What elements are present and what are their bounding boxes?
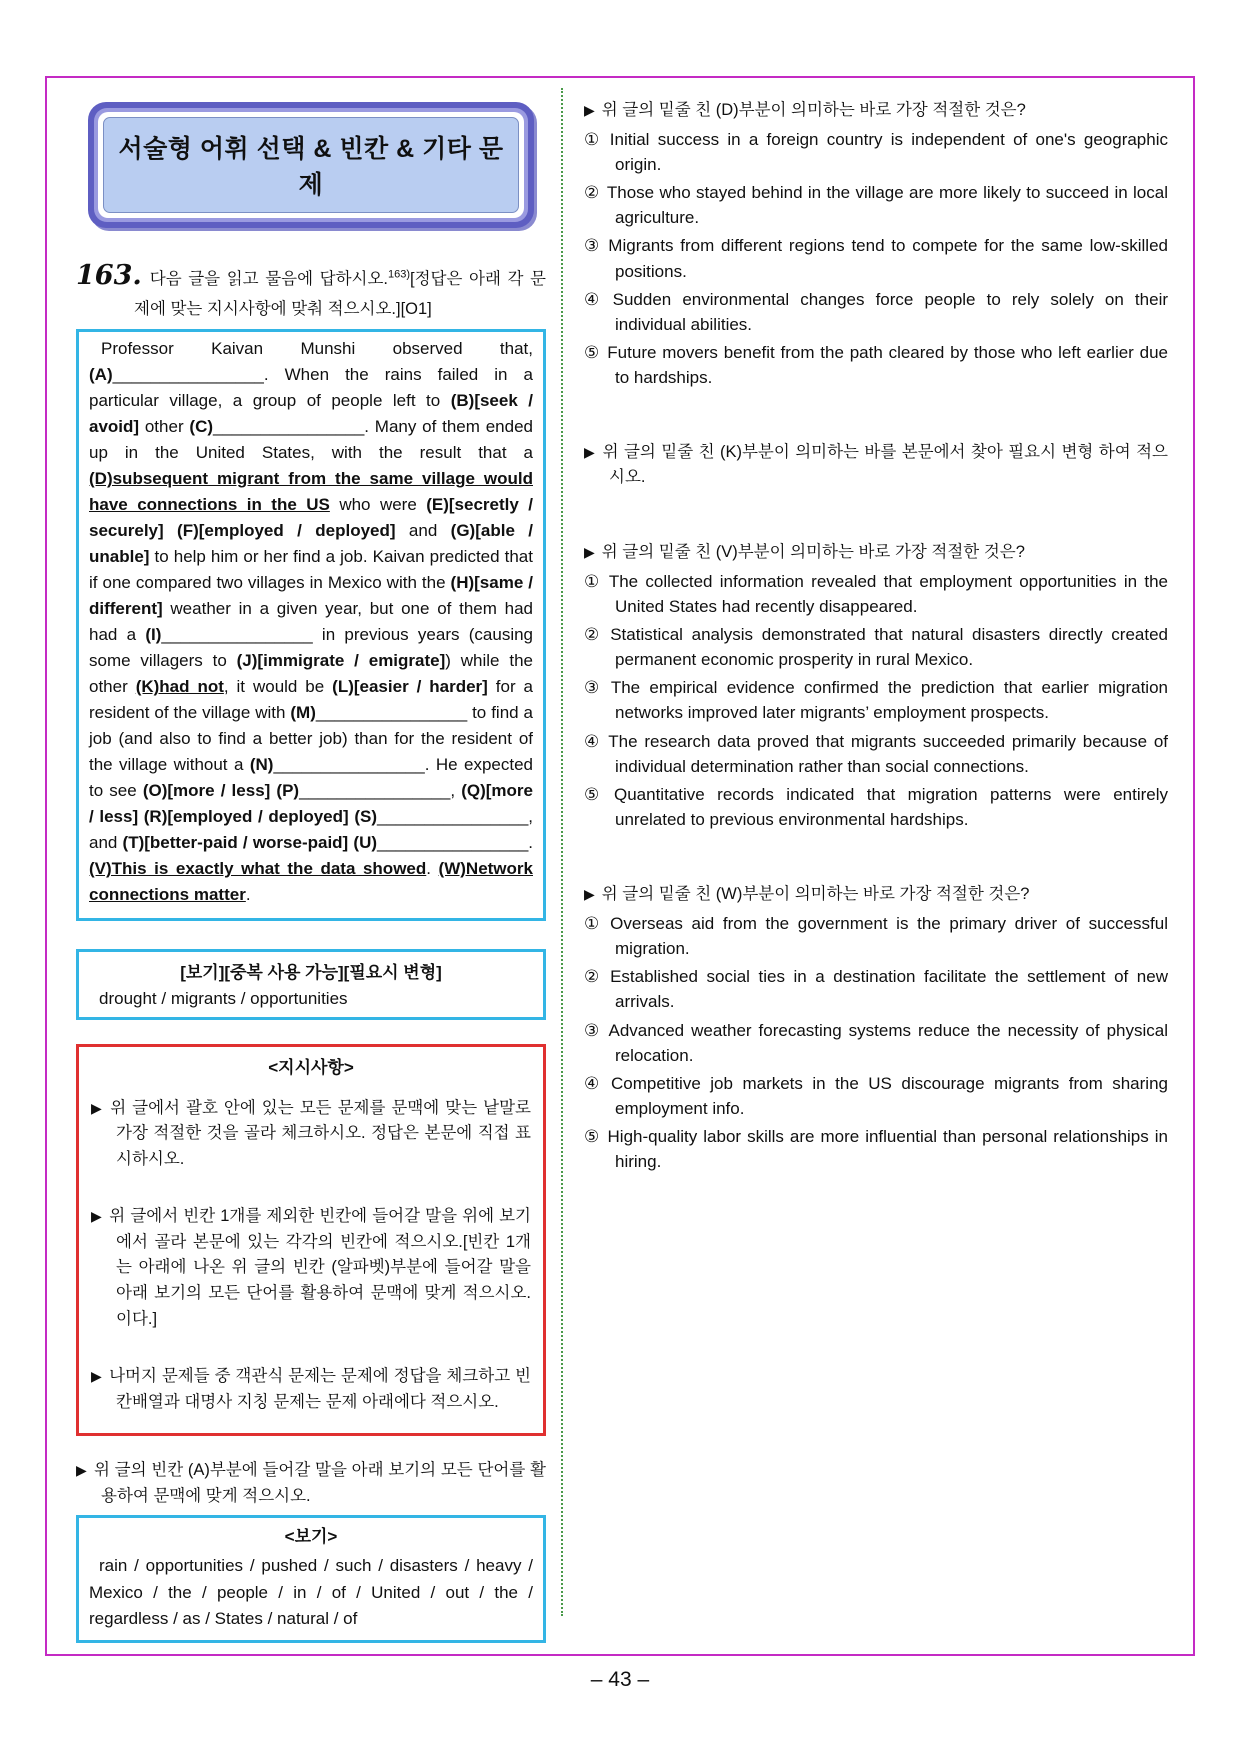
- passage-segment: to help him or her find a job. Kaivan predicted that if one compared two villages in Mexico with the: [89, 547, 533, 593]
- directions-list: [91, 1096, 531, 1416]
- option-number-icon: ②: [584, 624, 604, 644]
- passage-segment: (W)Network connections matter: [89, 859, 533, 905]
- passage-segment: (L)[easier / harder]: [332, 677, 488, 697]
- passage-segment: ________________.: [377, 833, 534, 853]
- passage-segment: (T)[better-paid / worse-paid]: [122, 833, 354, 853]
- question-v-prompt: [584, 540, 1168, 565]
- question-block-w: [584, 882, 1168, 1174]
- question-header: [76, 256, 546, 321]
- question-v-prompt-text: 위 글의 밑줄 친 (V)부분이 의미하는 바로 가장 적절한 것은?: [601, 542, 1025, 561]
- option-number-icon: ③: [584, 236, 602, 256]
- passage-segment: .: [426, 859, 439, 879]
- passage-segment: , it would be: [223, 677, 333, 697]
- passage-segment: ________________. When the rains failed in a particular village, a group of people left to: [89, 365, 533, 411]
- triangle-bullet-icon: ▶: [584, 102, 595, 118]
- question-v-options: [584, 569, 1168, 833]
- triangle-bullet-icon: ▶: [91, 1208, 103, 1225]
- passage-segment: (I): [145, 625, 162, 645]
- passage-segment: (E)[secretly / securely]: [89, 495, 533, 541]
- passage-segment: (F)[employed / deployed]: [177, 521, 396, 541]
- triangle-bullet-icon: ▶: [584, 444, 596, 461]
- passage-segment: and: [395, 521, 451, 541]
- question-block-v: [584, 540, 1168, 832]
- right-column: [584, 98, 1168, 1224]
- triangle-bullet-icon: ▶: [584, 886, 595, 903]
- option-number-icon: ①: [584, 913, 604, 933]
- option-text: Advanced weather forecasting systems reduce the necessity of physical relocation.: [608, 1020, 1168, 1065]
- passage-segment: (U): [353, 833, 378, 853]
- passage-segment: ) while the other: [89, 651, 533, 697]
- option-text: Migrants from different regions tend to compete for the same low-skilled positions.: [608, 236, 1168, 281]
- question-k-prompt: [584, 440, 1168, 490]
- word-bank-1: [76, 949, 546, 1020]
- column-divider: [561, 88, 563, 1616]
- option-item: [584, 729, 1168, 779]
- instruction-blank-a-text: 위 글의 빈칸 (A)부분에 들어갈 말을 아래 보기의 모든 단어를 활용하여 문맥에 맞게 적으시오.: [93, 1461, 546, 1505]
- direction-item-text: 나머지 문제들 중 객관식 문제는 문제에 정답을 체크하고 빈칸배열과 대명사 지칭 문제는 문제 아래에다 적으시오.: [109, 1367, 531, 1411]
- passage-segment: .: [245, 885, 251, 905]
- option-number-icon: ②: [584, 967, 604, 987]
- option-item: [584, 1124, 1168, 1174]
- option-item: [584, 622, 1168, 672]
- passage-segment: who were: [329, 495, 427, 515]
- option-item: [584, 287, 1168, 337]
- passage-segment: (D)subsequent migrant from the same village would have connections in the US: [89, 469, 533, 515]
- passage-segment: ________________,: [299, 781, 462, 801]
- option-text: Those who stayed behind in the village are more likely to succeed in local agriculture.: [606, 183, 1168, 228]
- question-d-prompt-text: 위 글의 밑줄 친 (D)부분이 의미하는 바로 가장 적절한 것은?: [601, 101, 1026, 119]
- option-text: Competitive job markets in the US discourage migrants from sharing employment info.: [611, 1073, 1168, 1118]
- option-text: The empirical evidence confirmed the prediction that earlier migration networks improved later migrants’ employment prospects.: [610, 678, 1168, 723]
- word-bank-2: [76, 1515, 546, 1643]
- word-bank-1-words: drought / migrants / opportunities: [99, 989, 348, 1009]
- option-number-icon: ⑤: [584, 343, 601, 362]
- option-text: Future movers benefit from the path cleared by those who left earlier due to hardships.: [607, 343, 1168, 388]
- word-bank-2-header: <보기>: [284, 1527, 338, 1547]
- section-title: 서술형 어휘 선택 & 빈칸 & 기타 문제: [103, 117, 519, 213]
- option-number-icon: ③: [584, 678, 604, 698]
- directions-box: [76, 1044, 546, 1436]
- option-text: High-quality labor skills are more influential than personal relationships in hiring.: [607, 1127, 1168, 1172]
- passage-segment: (Q)[more / less]: [89, 781, 533, 827]
- option-number-icon: ④: [584, 731, 602, 751]
- passage-segment: (P): [276, 781, 300, 801]
- instruction-blank-a: [76, 1458, 546, 1509]
- passage-segment: (H)[same / different]: [89, 573, 534, 619]
- passage-segment: (J)[immigrate / emigrate]: [236, 651, 446, 671]
- option-number-icon: ②: [584, 183, 600, 203]
- word-bank-1-header: [보기][중복 사용 가능][필요시 변형]: [180, 963, 442, 983]
- question-d-prompt: [584, 98, 1168, 123]
- passage-segment: ________________. He expected to see: [89, 755, 533, 801]
- direction-item: [91, 1096, 531, 1173]
- directions-title: <지시사항>: [268, 1058, 354, 1078]
- title-banner-ring-white: [98, 112, 524, 218]
- passage-segment: (A): [89, 365, 113, 385]
- option-number-icon: ⑤: [584, 784, 607, 804]
- option-text: Sudden environmental changes force people to rely solely on their individual abilities.: [612, 289, 1169, 334]
- option-item: [584, 127, 1168, 177]
- option-item: [584, 340, 1168, 390]
- page-number: – 43 –: [590, 1668, 650, 1691]
- triangle-bullet-icon: ▶: [91, 1368, 103, 1385]
- option-number-icon: ③: [584, 1020, 602, 1040]
- passage-segment: (S): [354, 807, 377, 827]
- passage-segment: (V)This is exactly what the data showed: [89, 859, 427, 879]
- direction-item-text: 위 글에서 빈칸 1개를 제외한 빈칸에 들어갈 말을 위에 보기에서 골라 본문에 있는 각각의 빈칸에 적으시오.[빈칸 1개는 아래에 나온 위 글의 빈칸 (알파벳)부분에 들어갈 말을 아래 보기의 모든 단어를 활용하여 문맥에 맞게 적으시오. 이다.]: [109, 1207, 531, 1328]
- title-banner-ring-outer: [94, 108, 528, 222]
- passage-box: [76, 329, 546, 921]
- question-prompt: 다음 글을 읽고 물음에 답하시오.: [149, 270, 388, 288]
- question-w-prompt: [584, 882, 1168, 907]
- option-number-icon: ①: [584, 129, 603, 149]
- triangle-bullet-icon: ▶: [91, 1099, 104, 1116]
- passage-text: [89, 336, 533, 908]
- passage-segment: ________________ in previous years (causing some villagers to: [89, 625, 534, 671]
- option-item: [584, 233, 1168, 283]
- passage-segment: (B)[seek / avoid]: [89, 391, 534, 437]
- passage-segment: (O)[more / less]: [142, 781, 277, 801]
- left-column: [76, 98, 546, 1643]
- title-banner: [88, 102, 534, 228]
- question-block-k: [584, 440, 1168, 490]
- question-number: 163.: [76, 260, 142, 291]
- passage-segment: (R)[employed / deployed]: [143, 807, 355, 827]
- option-item: [584, 911, 1168, 961]
- passage-segment: weather in a given year, but one of them had had a: [89, 599, 533, 645]
- option-text: Established social ties in a destination facilitate the settlement of new arrivals.: [610, 967, 1168, 1012]
- option-item: [584, 675, 1168, 725]
- passage-segment: (C): [189, 417, 214, 437]
- option-text: The collected information revealed that employment opportunities in the United States had recently disappeared.: [608, 571, 1168, 616]
- passage-segment: (G)[able / unable]: [89, 521, 533, 567]
- question-suffix: [정답은 아래 각 문제에 맞는 지시사항에 맞춰 적으시오.][O1]: [134, 270, 546, 318]
- option-number-icon: ④: [584, 1073, 605, 1093]
- option-item: [584, 964, 1168, 1014]
- passage-segment: ________________ to find a job (and also to find a better job) than for the resident of the village without a: [89, 703, 533, 775]
- direction-item-text: 위 글에서 괄호 안에 있는 모든 문제를 문맥에 맞는 낱말로 가장 적절한 것을 골라 체크하시오. 정답은 본문에 직접 표시하시오.: [110, 1098, 531, 1168]
- question-k-prompt-text: 위 글의 밑줄 친 (K)부분이 의미하는 바를 본문에서 찾아 필요시 변형 하여 적으시오.: [602, 443, 1168, 487]
- option-text: Overseas aid from the government is the primary driver of successful migration.: [610, 913, 1168, 959]
- option-text: Statistical analysis demonstrated that natural disasters directly created permanent economic prosperity in rural Mexico.: [610, 624, 1168, 670]
- passage-segment: ________________. Many of them ended up in the United States, with the result that a: [89, 417, 533, 463]
- passage-segment: (K)had not: [135, 677, 224, 697]
- footnote-ref: 163): [387, 268, 411, 281]
- triangle-bullet-icon: ▶: [584, 543, 595, 560]
- passage-segment: (N): [249, 755, 274, 775]
- direction-item: [91, 1204, 531, 1332]
- option-item: [584, 1018, 1168, 1068]
- option-item: [584, 782, 1168, 832]
- option-number-icon: ①: [584, 571, 602, 591]
- passage-segment: other: [139, 417, 190, 437]
- passage-segment: Professor Kaivan Munshi observed that,: [101, 339, 533, 359]
- question-block-d: [584, 98, 1168, 390]
- passage-segment: ________________, and: [89, 807, 533, 853]
- option-number-icon: ⑤: [584, 1127, 601, 1147]
- option-number-icon: ④: [584, 289, 606, 309]
- passage-segment: (M): [290, 703, 316, 723]
- word-bank-2-words: rain / opportunities / pushed / such / disasters / heavy / Mexico / the / people / in / of / United / out / the / regardless / as / States / natural / of: [89, 1556, 533, 1629]
- question-d-options: [584, 127, 1168, 391]
- direction-item: [91, 1364, 531, 1415]
- option-item: [584, 1071, 1168, 1121]
- triangle-bullet-icon: ▶: [76, 1462, 87, 1479]
- option-text: Initial success in a foreign country is independent of one's geographic origin.: [609, 129, 1168, 174]
- passage-segment: for a resident of the village with: [89, 677, 533, 723]
- option-text: Quantitative records indicated that migration patterns were entirely unrelated to previous environmental hardships.: [613, 784, 1168, 829]
- question-w-options: [584, 911, 1168, 1175]
- option-text: The research data proved that migrants succeeded primarily because of individual determination rather than social connections.: [608, 731, 1169, 776]
- option-item: [584, 180, 1168, 230]
- question-w-prompt-text: 위 글의 밑줄 친 (W)부분이 의미하는 바로 가장 적절한 것은?: [601, 885, 1030, 904]
- option-item: [584, 569, 1168, 619]
